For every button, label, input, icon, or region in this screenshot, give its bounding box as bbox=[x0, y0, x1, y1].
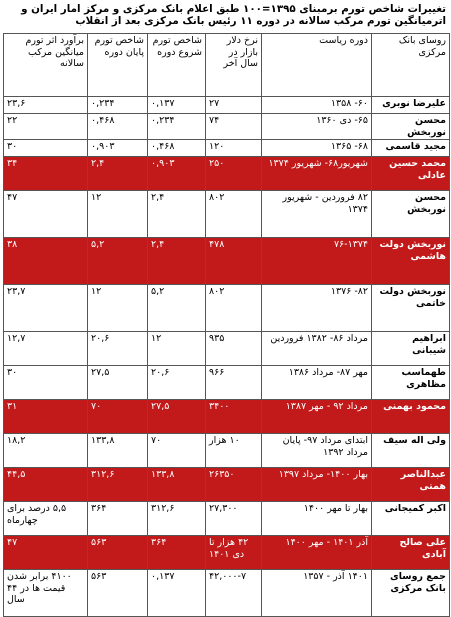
cell-cpi-start: ۷۰ bbox=[148, 434, 206, 468]
table-body bbox=[4, 97, 450, 617]
cell-cpi-end: ۲,۴ bbox=[88, 157, 148, 191]
cell-cpi-end: ۰,۴۶۸ bbox=[88, 114, 148, 140]
header-dollar: نرخ دلار بازار در سال آخر bbox=[206, 34, 262, 97]
cell-cpi-end: ۵,۲ bbox=[88, 238, 148, 285]
table-row bbox=[4, 114, 450, 140]
cell-cpi-end: ۱۳۳,۸ bbox=[88, 434, 148, 468]
table-row bbox=[4, 570, 450, 617]
cell-cpi-end: ۰,۹۰۳ bbox=[88, 140, 148, 157]
cell-dollar-rate: ۲۷,۳۰۰ bbox=[206, 502, 262, 536]
cell-governor: نوربخش دولت خاتمی bbox=[372, 285, 450, 332]
cell-dollar-rate: ۹۳۵ bbox=[206, 332, 262, 366]
cell-dollar-rate: ۷۴ bbox=[206, 114, 262, 140]
table-row bbox=[4, 140, 450, 157]
table-row bbox=[4, 536, 450, 570]
cell-governor: نوربخش دولت هاشمی bbox=[372, 238, 450, 285]
cell-governor: ولی اله سیف bbox=[372, 434, 450, 468]
cell-dollar-rate: ۱۰ هزار bbox=[206, 434, 262, 468]
cell-cpi-end: ۳۶۴ bbox=[88, 502, 148, 536]
table-row bbox=[4, 238, 450, 285]
cell-cpi-end: ۷۰ bbox=[88, 400, 148, 434]
cell-dollar-rate: ۲۷ bbox=[206, 97, 262, 114]
cell-term: ۱۴۰۱ آذر - ۱۳۵۷ bbox=[262, 570, 372, 617]
cell-governor: محسن نوربخش bbox=[372, 114, 450, 140]
cell-dollar-rate: ۳۴۰۰ bbox=[206, 400, 262, 434]
cell-avg-inflation: ۳۸ bbox=[4, 238, 88, 285]
cell-cpi-start: ۲۷,۵ bbox=[148, 400, 206, 434]
cell-cpi-end: ۵۶۳ bbox=[88, 536, 148, 570]
cell-term: بهار ۱۴۰۰- مرداد ۱۳۹۷ bbox=[262, 468, 372, 502]
cell-avg-inflation: ۵,۵ درصد برای چهارماه bbox=[4, 502, 88, 536]
cell-dollar-rate: ۴۷۸ bbox=[206, 238, 262, 285]
cell-term: ۶۰- ۱۳۵۸ bbox=[262, 97, 372, 114]
cell-governor: محمود بهمنی bbox=[372, 400, 450, 434]
cell-avg-inflation: ۲۲ bbox=[4, 114, 88, 140]
cell-term: ۸۲- ۱۳۷۶ bbox=[262, 285, 372, 332]
cell-cpi-end: ۰,۲۳۴ bbox=[88, 97, 148, 114]
header-governor: روسای بانک مرکزی bbox=[372, 34, 450, 97]
cell-cpi-start: ۵,۲ bbox=[148, 285, 206, 332]
cell-term: ۶۵- دی ۱۳۶۰ bbox=[262, 114, 372, 140]
table-row bbox=[4, 157, 450, 191]
cell-cpi-start: ۰,۱۳۷ bbox=[148, 97, 206, 114]
table-row bbox=[4, 502, 450, 536]
cell-term: مهر ۸۷- مرداد ۱۳۸۶ bbox=[262, 366, 372, 400]
header-avg-inflation: برآورد اثر تورم میانگین مرکب سالانه bbox=[4, 34, 88, 97]
cell-cpi-end: ۱۲ bbox=[88, 285, 148, 332]
cell-governor: مجید قاسمی bbox=[372, 140, 450, 157]
cell-avg-inflation: ۲۳,۶ bbox=[4, 97, 88, 114]
cell-cpi-start: ۰,۴۶۸ bbox=[148, 140, 206, 157]
table-row bbox=[4, 468, 450, 502]
cell-avg-inflation: ۳۰ bbox=[4, 366, 88, 400]
cell-cpi-end: ۲۰,۶ bbox=[88, 332, 148, 366]
cell-cpi-start: ۰,۹۰۳ bbox=[148, 157, 206, 191]
cell-dollar-rate: ۸۰۲ bbox=[206, 191, 262, 238]
cell-cpi-start: ۲۰,۶ bbox=[148, 366, 206, 400]
cell-cpi-start: ۳۶۴ bbox=[148, 536, 206, 570]
cell-term: مرداد ۸۶- ۱۳۸۲ فروردین bbox=[262, 332, 372, 366]
table-row bbox=[4, 97, 450, 114]
cell-governor: محسن نوربخش bbox=[372, 191, 450, 238]
cell-cpi-start: ۲,۴ bbox=[148, 238, 206, 285]
cell-term: ابتدای مرداد ۹۷- پایان مرداد ۱۳۹۲ bbox=[262, 434, 372, 468]
cell-term: ۶۸- ۱۳۶۵ bbox=[262, 140, 372, 157]
cell-dollar-rate: ۹۶۶ bbox=[206, 366, 262, 400]
cell-governor: اکبر کمیجانی bbox=[372, 502, 450, 536]
cell-dollar-rate: ۴۲,۰۰۰-۷ bbox=[206, 570, 262, 617]
cell-avg-inflation: ۳۴ bbox=[4, 157, 88, 191]
cell-cpi-end: ۳۱۲,۶ bbox=[88, 468, 148, 502]
table-row bbox=[4, 332, 450, 366]
cell-term: ۸۲ فروردین - شهریور ۱۳۷۴ bbox=[262, 191, 372, 238]
table-row bbox=[4, 366, 450, 400]
table-header-row bbox=[4, 34, 450, 97]
table-row bbox=[4, 191, 450, 238]
cell-term: آذر ۱۴۰۱ - مهر ۱۴۰۰ bbox=[262, 536, 372, 570]
cell-avg-inflation: ۳۱ bbox=[4, 400, 88, 434]
cell-dollar-rate: ۲۵۰ bbox=[206, 157, 262, 191]
cell-avg-inflation: ۱۲,۷ bbox=[4, 332, 88, 366]
cell-cpi-start: ۳۱۲,۶ bbox=[148, 502, 206, 536]
cell-governor: طهماسب مظاهری bbox=[372, 366, 450, 400]
cell-avg-inflation: ۴۷ bbox=[4, 536, 88, 570]
cell-term: مرداد ۹۲ - مهر ۱۳۸۷ bbox=[262, 400, 372, 434]
table-row bbox=[4, 285, 450, 332]
cell-avg-inflation: ۴۱۰۰ برابر شدن قیمت ها در ۴۴ سال bbox=[4, 570, 88, 617]
cell-avg-inflation: ۱۸,۲ bbox=[4, 434, 88, 468]
cell-term: شهریور۶۸- شهریور ۱۳۷۴ bbox=[262, 157, 372, 191]
header-cpi-end: شاخص تورم پایان دوره bbox=[88, 34, 148, 97]
cell-cpi-start: ۰,۱۳۷ bbox=[148, 570, 206, 617]
cell-cpi-start: ۱۳۳,۸ bbox=[148, 468, 206, 502]
cell-governor: علی صالح آبادی bbox=[372, 536, 450, 570]
cell-cpi-start: ۰,۲۳۴ bbox=[148, 114, 206, 140]
cell-term: بهار تا مهر ۱۴۰۰ bbox=[262, 502, 372, 536]
header-term: دوره ریاست bbox=[262, 34, 372, 97]
cell-avg-inflation: ۳۰ bbox=[4, 140, 88, 157]
cell-dollar-rate: ۴۲ هزار تا دی ۱۴۰۱ bbox=[206, 536, 262, 570]
cell-cpi-start: ۲,۴ bbox=[148, 191, 206, 238]
header-cpi-start: شاخص تورم شروع دوره bbox=[148, 34, 206, 97]
inflation-table bbox=[3, 33, 450, 617]
cell-governor: علیرضا نوبری bbox=[372, 97, 450, 114]
cell-dollar-rate: ۸۰۲ bbox=[206, 285, 262, 332]
cell-dollar-rate: ۲۶۳۵۰ bbox=[206, 468, 262, 502]
cell-governor: محمد حسین عادلی bbox=[372, 157, 450, 191]
cell-avg-inflation: ۴۴,۵ bbox=[4, 468, 88, 502]
page-title: تغییرات شاخص تورم برمبنای ۱۳۹۵=۱۰۰ طبق اعلام بانک مرکزی و مرکز امار ایران و اترمیانگین تورم مرکب سالانه در دوره ۱۱ رئیس بانک مرکزی بعد از انقلاب bbox=[21, 3, 446, 27]
cell-term: ۷۶-۱۳۷۴ bbox=[262, 238, 372, 285]
cell-avg-inflation: ۴۷ bbox=[4, 191, 88, 238]
cell-avg-inflation: ۲۳,۷ bbox=[4, 285, 88, 332]
cell-dollar-rate: ۱۲۰ bbox=[206, 140, 262, 157]
table-row bbox=[4, 400, 450, 434]
cell-governor: جمع روسای بانک مرکزی bbox=[372, 570, 450, 617]
cell-cpi-end: ۲۷,۵ bbox=[88, 366, 148, 400]
table-row bbox=[4, 434, 450, 468]
cell-cpi-end: ۵۶۳ bbox=[88, 570, 148, 617]
cell-cpi-start: ۱۲ bbox=[148, 332, 206, 366]
cell-cpi-end: ۱۲ bbox=[88, 191, 148, 238]
cell-governor: ابراهیم شیبانی bbox=[372, 332, 450, 366]
cell-governor: عبدالناصر همتی bbox=[372, 468, 450, 502]
